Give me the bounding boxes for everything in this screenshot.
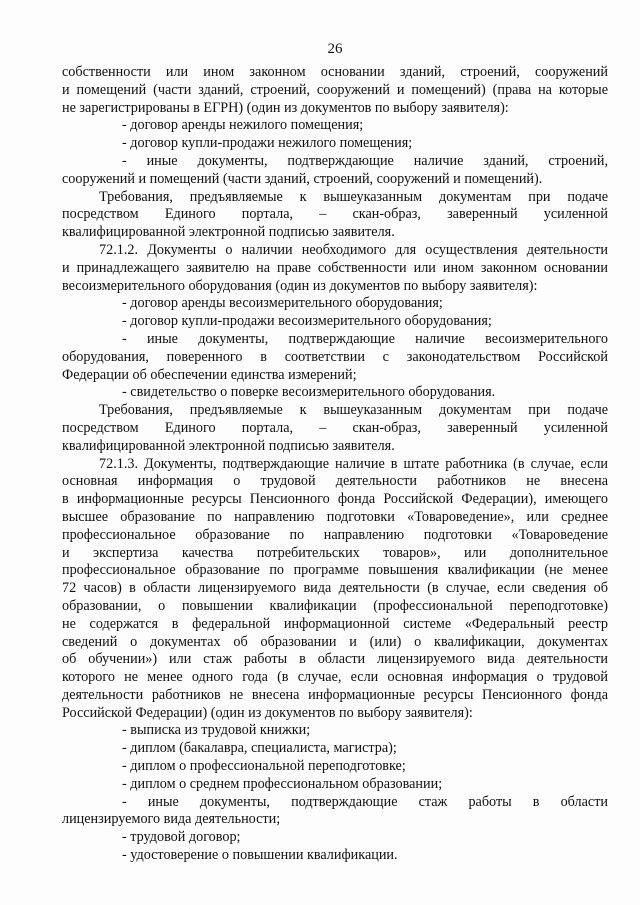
text-line: не содержатся в федеральной информационной системе «Федеральный реестр: [62, 615, 608, 632]
text-line: профессиональное образование по программе повышения квалификации (не менее: [62, 562, 608, 579]
list-item-line: - диплом (бакалавра, специалиста, магистра);: [122, 740, 397, 757]
text-line: посредством Единого портала, – скан-образ, заверенный усиленной: [62, 419, 608, 436]
list-item-line: - трудовой договор;: [122, 829, 241, 846]
text-line: высшее образование по направлению подготовки «Товароведение», или среднее: [62, 508, 608, 525]
text-line: основная информация о трудовой деятельности работников не внесена: [62, 473, 608, 490]
text-line: весоизмерительного оборудования (один из документов по выбору заявителя):: [62, 277, 538, 294]
text-line: которого не менее одного года (в случае, если основная информация о трудовой: [62, 669, 608, 686]
text-line: деятельности работников не внесена информационные ресурсы Пенсионного фонда: [62, 686, 608, 703]
text-line: не зарегистрированы в ЕГРН) (один из документов по выбору заявителя):: [62, 99, 509, 116]
text-line: и помещений (части зданий, строений, сооружений и помещений) (права на которые: [62, 81, 608, 98]
text-line: 72.1.2. Документы о наличии необходимого для осуществления деятельности: [99, 241, 608, 258]
list-item-line: - свидетельство о поверке весоизмерительного оборудования.: [122, 384, 496, 401]
text-line: Требования, предъявляемые к вышеуказанным документам при подаче: [99, 402, 608, 419]
text-line: сооружений и помещений (части зданий, строений, сооружений и помещений).: [62, 170, 543, 187]
list-item-line: - иные документы, подтверждающие наличие весоизмерительного: [122, 330, 608, 347]
text-line: Требования, предъявляемые к вышеуказанным документам при подаче: [99, 188, 608, 205]
list-item-line: - иные документы, подтверждающие наличие зданий, строений,: [122, 152, 608, 169]
list-item-line: - удостоверение о повышении квалификации.: [122, 847, 398, 864]
text-line: Федерации об обеспечении единства измерений;: [62, 366, 357, 383]
list-item-line: - договор купли-продажи нежилого помещения;: [122, 135, 413, 152]
list-item-line: - диплом о среднем профессиональном образовании;: [122, 775, 443, 792]
list-item-line: - иные документы, подтверждающие стаж работы в области: [122, 793, 608, 810]
text-line: квалифицированной электронной подписью заявителя.: [62, 437, 395, 454]
page-number: 26: [327, 41, 343, 57]
text-line: лицензируемого вида деятельности;: [62, 811, 281, 828]
text-line: оборудования, поверенного в соответствии с законодательством Российской: [62, 348, 608, 365]
list-item-line: - договор аренды нежилого помещения;: [122, 117, 364, 134]
text-line: 72 часов) в области лицензируемого вида деятельности (в случае, если сведения об: [62, 580, 608, 597]
list-item-line: - выписка из трудовой книжки;: [122, 722, 311, 739]
text-line: посредством Единого портала, – скан-образ, заверенный усиленной: [62, 206, 608, 223]
text-line: образовании, о повышении квалификации (профессиональной переподготовке): [62, 597, 608, 614]
text-line: и экспертиза качества потребительских товаров», или дополнительное: [62, 544, 608, 561]
document-body: [62, 64, 608, 865]
text-line: профессиональное образование по направлению подготовки «Товароведение: [62, 526, 608, 543]
text-line: сведений о документах об образовании и (или) о квалификации, документах: [62, 633, 608, 650]
text-line: Российской Федерации) (один из документов по выбору заявителя):: [62, 704, 473, 721]
text-line: и принадлежащего заявителю на праве собственности или ином законном основании: [62, 259, 608, 276]
text-line: об обучении») или стаж работы в области лицензируемого вида деятельности: [62, 651, 608, 668]
text-line: квалифицированной электронной подписью заявителя.: [62, 224, 395, 241]
list-item-line: - диплом о профессиональной переподготовке;: [122, 758, 406, 775]
text-line: собственности или ином законном основании зданий, строений, сооружений: [62, 64, 608, 80]
list-item-line: - договор купли-продажи весоизмерительного оборудования;: [122, 313, 492, 330]
text-line: в информационные ресурсы Пенсионного фонда Российской Федерации), имеющего: [62, 491, 608, 508]
list-item-line: - договор аренды весоизмерительного оборудования;: [122, 295, 443, 312]
text-line: 72.1.3. Документы, подтверждающие наличие в штате работника (в случае, если: [99, 455, 608, 472]
